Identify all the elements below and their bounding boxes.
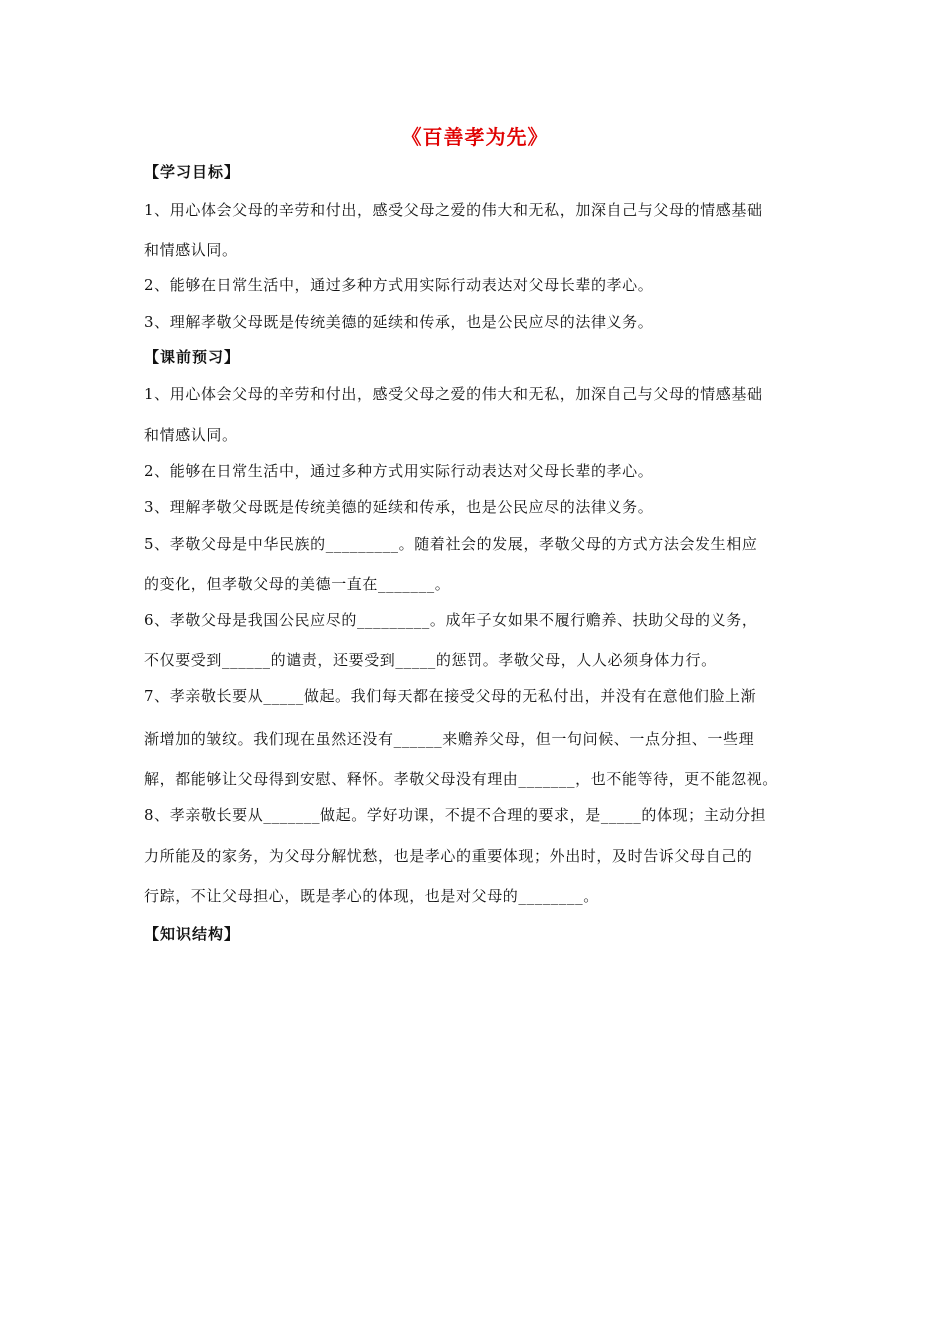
preview-line-12: 8、孝亲敬长要从_______做起。学好功课，不提不合理的要求，是_____的体现；主动分担: [144, 806, 767, 824]
preview-line-7: 6、孝敬父母是我国公民应尽的_________。成年子女如果不履行赡养、扶助父母的义务，: [144, 611, 758, 629]
preview-line-8: 不仅要受到______的谴责，还要受到_____的惩罚。孝敬父母，人人必须身体力行。: [144, 651, 717, 669]
preview-line-13: 力所能及的家务，为父母分解忧愁，也是孝心的重要体现；外出时，及时告诉父母自己的: [144, 847, 753, 865]
preview-line-2: 和情感认同。: [144, 426, 238, 444]
document-title: 《百善孝为先》: [401, 125, 549, 149]
goals-line-2: 和情感认同。: [144, 241, 238, 259]
preview-line-4: 3、理解孝敬父母既是传统美德的延续和传承，也是公民应尽的法律义务。: [144, 498, 654, 516]
preview-line-3: 2、能够在日常生活中，通过多种方式用实际行动表达对父母长辈的孝心。: [144, 462, 654, 480]
goals-line-4: 3、理解孝敬父母既是传统美德的延续和传承，也是公民应尽的法律义务。: [144, 313, 654, 331]
preview-line-9: 7、孝亲敬长要从_____做起。我们每天都在接受父母的无私付出，并没有在意他们脸上渐: [144, 687, 757, 705]
section-heading-preview: 【课前预习】: [144, 348, 241, 366]
preview-line-11: 解，都能够让父母得到安慰、释怀。孝敬父母没有理由_______，也不能等待，更不能忽视。: [144, 770, 778, 788]
goals-line-3: 2、能够在日常生活中，通过多种方式用实际行动表达对父母长辈的孝心。: [144, 276, 654, 294]
section-heading-goals: 【学习目标】: [144, 163, 241, 181]
goals-line-1: 1、用心体会父母的辛劳和付出，感受父母之爱的伟大和无私，加深自己与父母的情感基础: [144, 201, 763, 219]
section-heading-structure: 【知识结构】: [144, 925, 241, 943]
preview-line-1: 1、用心体会父母的辛劳和付出，感受父母之爱的伟大和无私，加深自己与父母的情感基础: [144, 385, 763, 403]
preview-line-6: 的变化，但孝敬父母的美德一直在_______。: [144, 575, 451, 593]
preview-line-5: 5、孝敬父母是中华民族的_________。随着社会的发展，孝敬父母的方式方法会发生相应: [144, 535, 758, 553]
preview-line-10: 渐增加的皱纹。我们现在虽然还没有______来赡养父母，但一句问候、一点分担、一些理: [144, 730, 755, 748]
preview-line-14: 行踪，不让父母担心，既是孝心的体现，也是对父母的________。: [144, 887, 599, 905]
